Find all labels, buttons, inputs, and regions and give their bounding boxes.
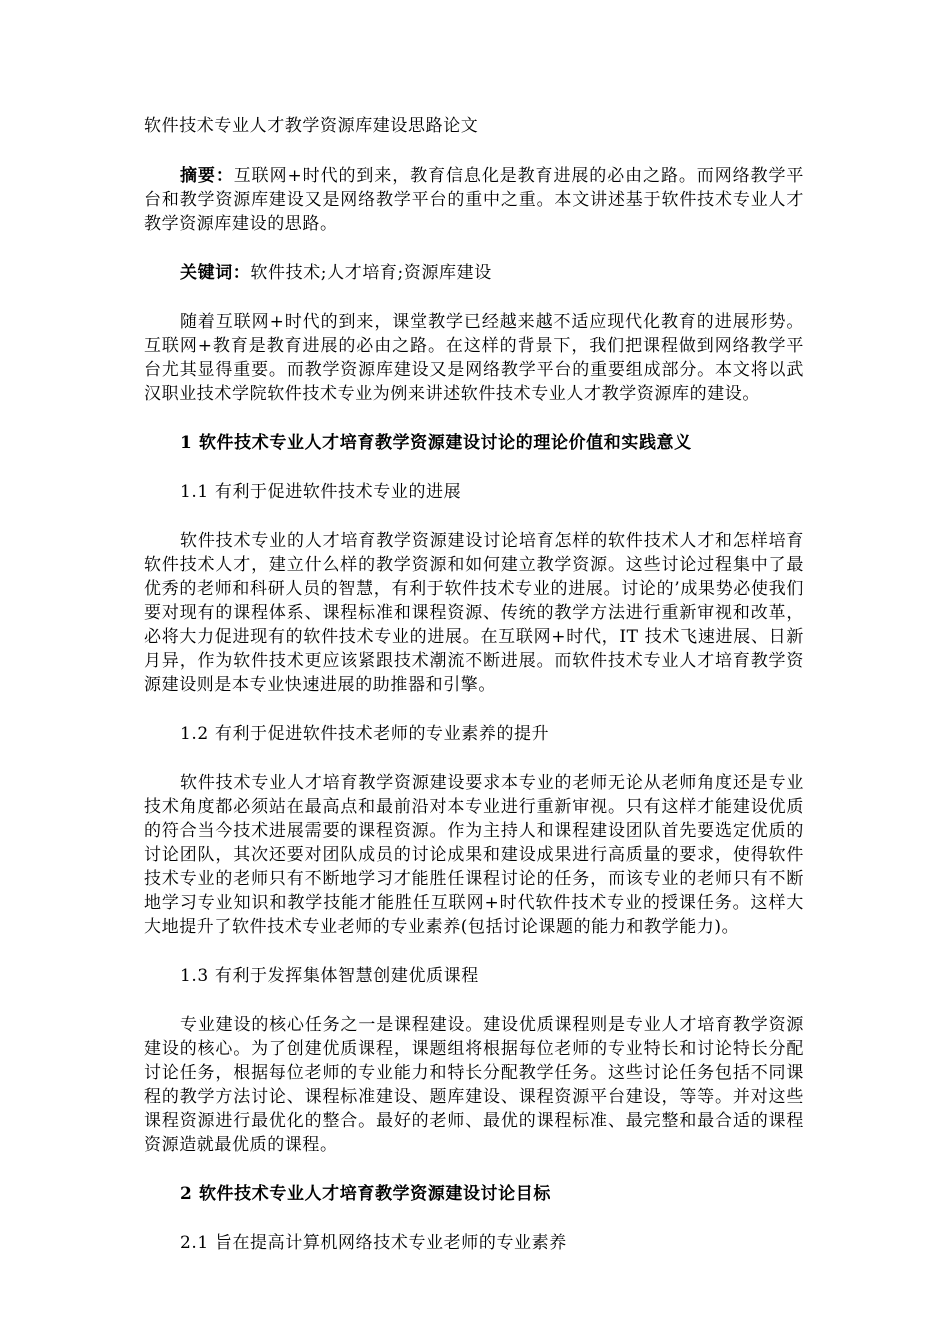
section-1-heading: 1 软件技术专业人才培育教学资源建设讨论的理论价值和实践意义	[180, 433, 692, 453]
section-1-2-heading: 1.2 有利于促进软件技术老师的专业素养的提升	[180, 724, 550, 744]
keywords-text: 软件技术;人才培育;资源库建设	[250, 263, 492, 283]
section-2-heading: 2 软件技术专业人才培育教学资源建设讨论目标	[180, 1184, 551, 1204]
intro-paragraph: 随着互联网+时代的到来，课堂教学已经越来越不适应现代化教育的进展形势。互联网+教育是教育进展的必由之路。在这样的背景下，我们把课程做到网络教学平台尤其显得重要。而教学资源库建设又是网络教学平台的重要组成部分。本文将以武汉职业技术学院软件技术专业为例来讲述软件技术专业人才教学资源库的建设。	[144, 312, 804, 404]
keywords-paragraph	[144, 261, 804, 285]
abstract-paragraph	[144, 164, 804, 236]
keywords-label: 关键词：	[180, 263, 251, 283]
document-title: 软件技术专业人才教学资源库建设思路论文	[144, 116, 479, 136]
document-page	[144, 114, 804, 1280]
section-2-1-heading: 2.1 旨在提高计算机网络技术专业老师的专业素养	[180, 1233, 567, 1253]
section-1-3-paragraph: 专业建设的核心任务之一是课程建设。建设优质课程则是专业人才培育教学资源建设的核心。为了创建优质课程，课题组将根据每位老师的专业特长和讨论特长分配讨论任务，根据每位老师的专业能力和特长分配教学任务。这些讨论任务包括不同课程的教学方法讨论、课程标准建设、题库建设、课程资源平台建设，等等。并对这些课程资源进行最优化的整合。最好的老师、最优的课程标准、最完整和最合适的课程资源造就最优质的课程。	[144, 1015, 804, 1155]
abstract-text: 互联网+时代的到来，教育信息化是教育进展的必由之路。而网络教学平台和教学资源库建设又是网络教学平台的重中之重。本文讲述基于软件技术专业人才教学资源库建设的思路。	[144, 166, 804, 234]
section-1-3-heading: 1.3 有利于发挥集体智慧创建优质课程	[180, 966, 479, 986]
section-1-1-paragraph: 软件技术专业的人才培育教学资源建设讨论培育怎样的软件技术人才和怎样培育软件技术人才，建立什么样的教学资源和如何建立教学资源。这些讨论过程集中了最优秀的老师和科研人员的智慧，有利于软件技术专业的进展。讨论的’成果势必使我们要对现有的课程体系、课程标准和课程资源、传统的教学方法进行重新审视和改革，必将大力促进现有的软件技术专业的进展。在互联网+时代，IT 技术飞速进展、日新月异，作为软件技术更应该紧跟技术潮流不断进展。而软件技术专业人才培育教学资源建设则是本专业快速进展的助推器和引擎。	[144, 531, 804, 695]
section-1-1-heading: 1.1 有利于促进软件技术专业的进展	[180, 482, 462, 502]
abstract-label: 摘要：	[180, 166, 234, 186]
section-1-2-paragraph: 软件技术专业人才培育教学资源建设要求本专业的老师无论从老师角度还是专业技术角度都必须站在最高点和最前沿对本专业进行重新审视。只有这样才能建设优质的符合当今技术进展需要的课程资源。作为主持人和课程建设团队首先要选定优质的讨论团队，其次还要对团队成员的讨论成果和建设成果进行高质量的要求，使得软件技术专业的老师只有不断地学习才能胜任课程讨论的任务，而该专业的老师只有不断地学习专业知识和教学技能才能胜任互联网+时代软件技术专业的授课任务。这样大大地提升了软件技术专业老师的专业素养(包括讨论课题的能力和教学能力)。	[144, 773, 804, 937]
